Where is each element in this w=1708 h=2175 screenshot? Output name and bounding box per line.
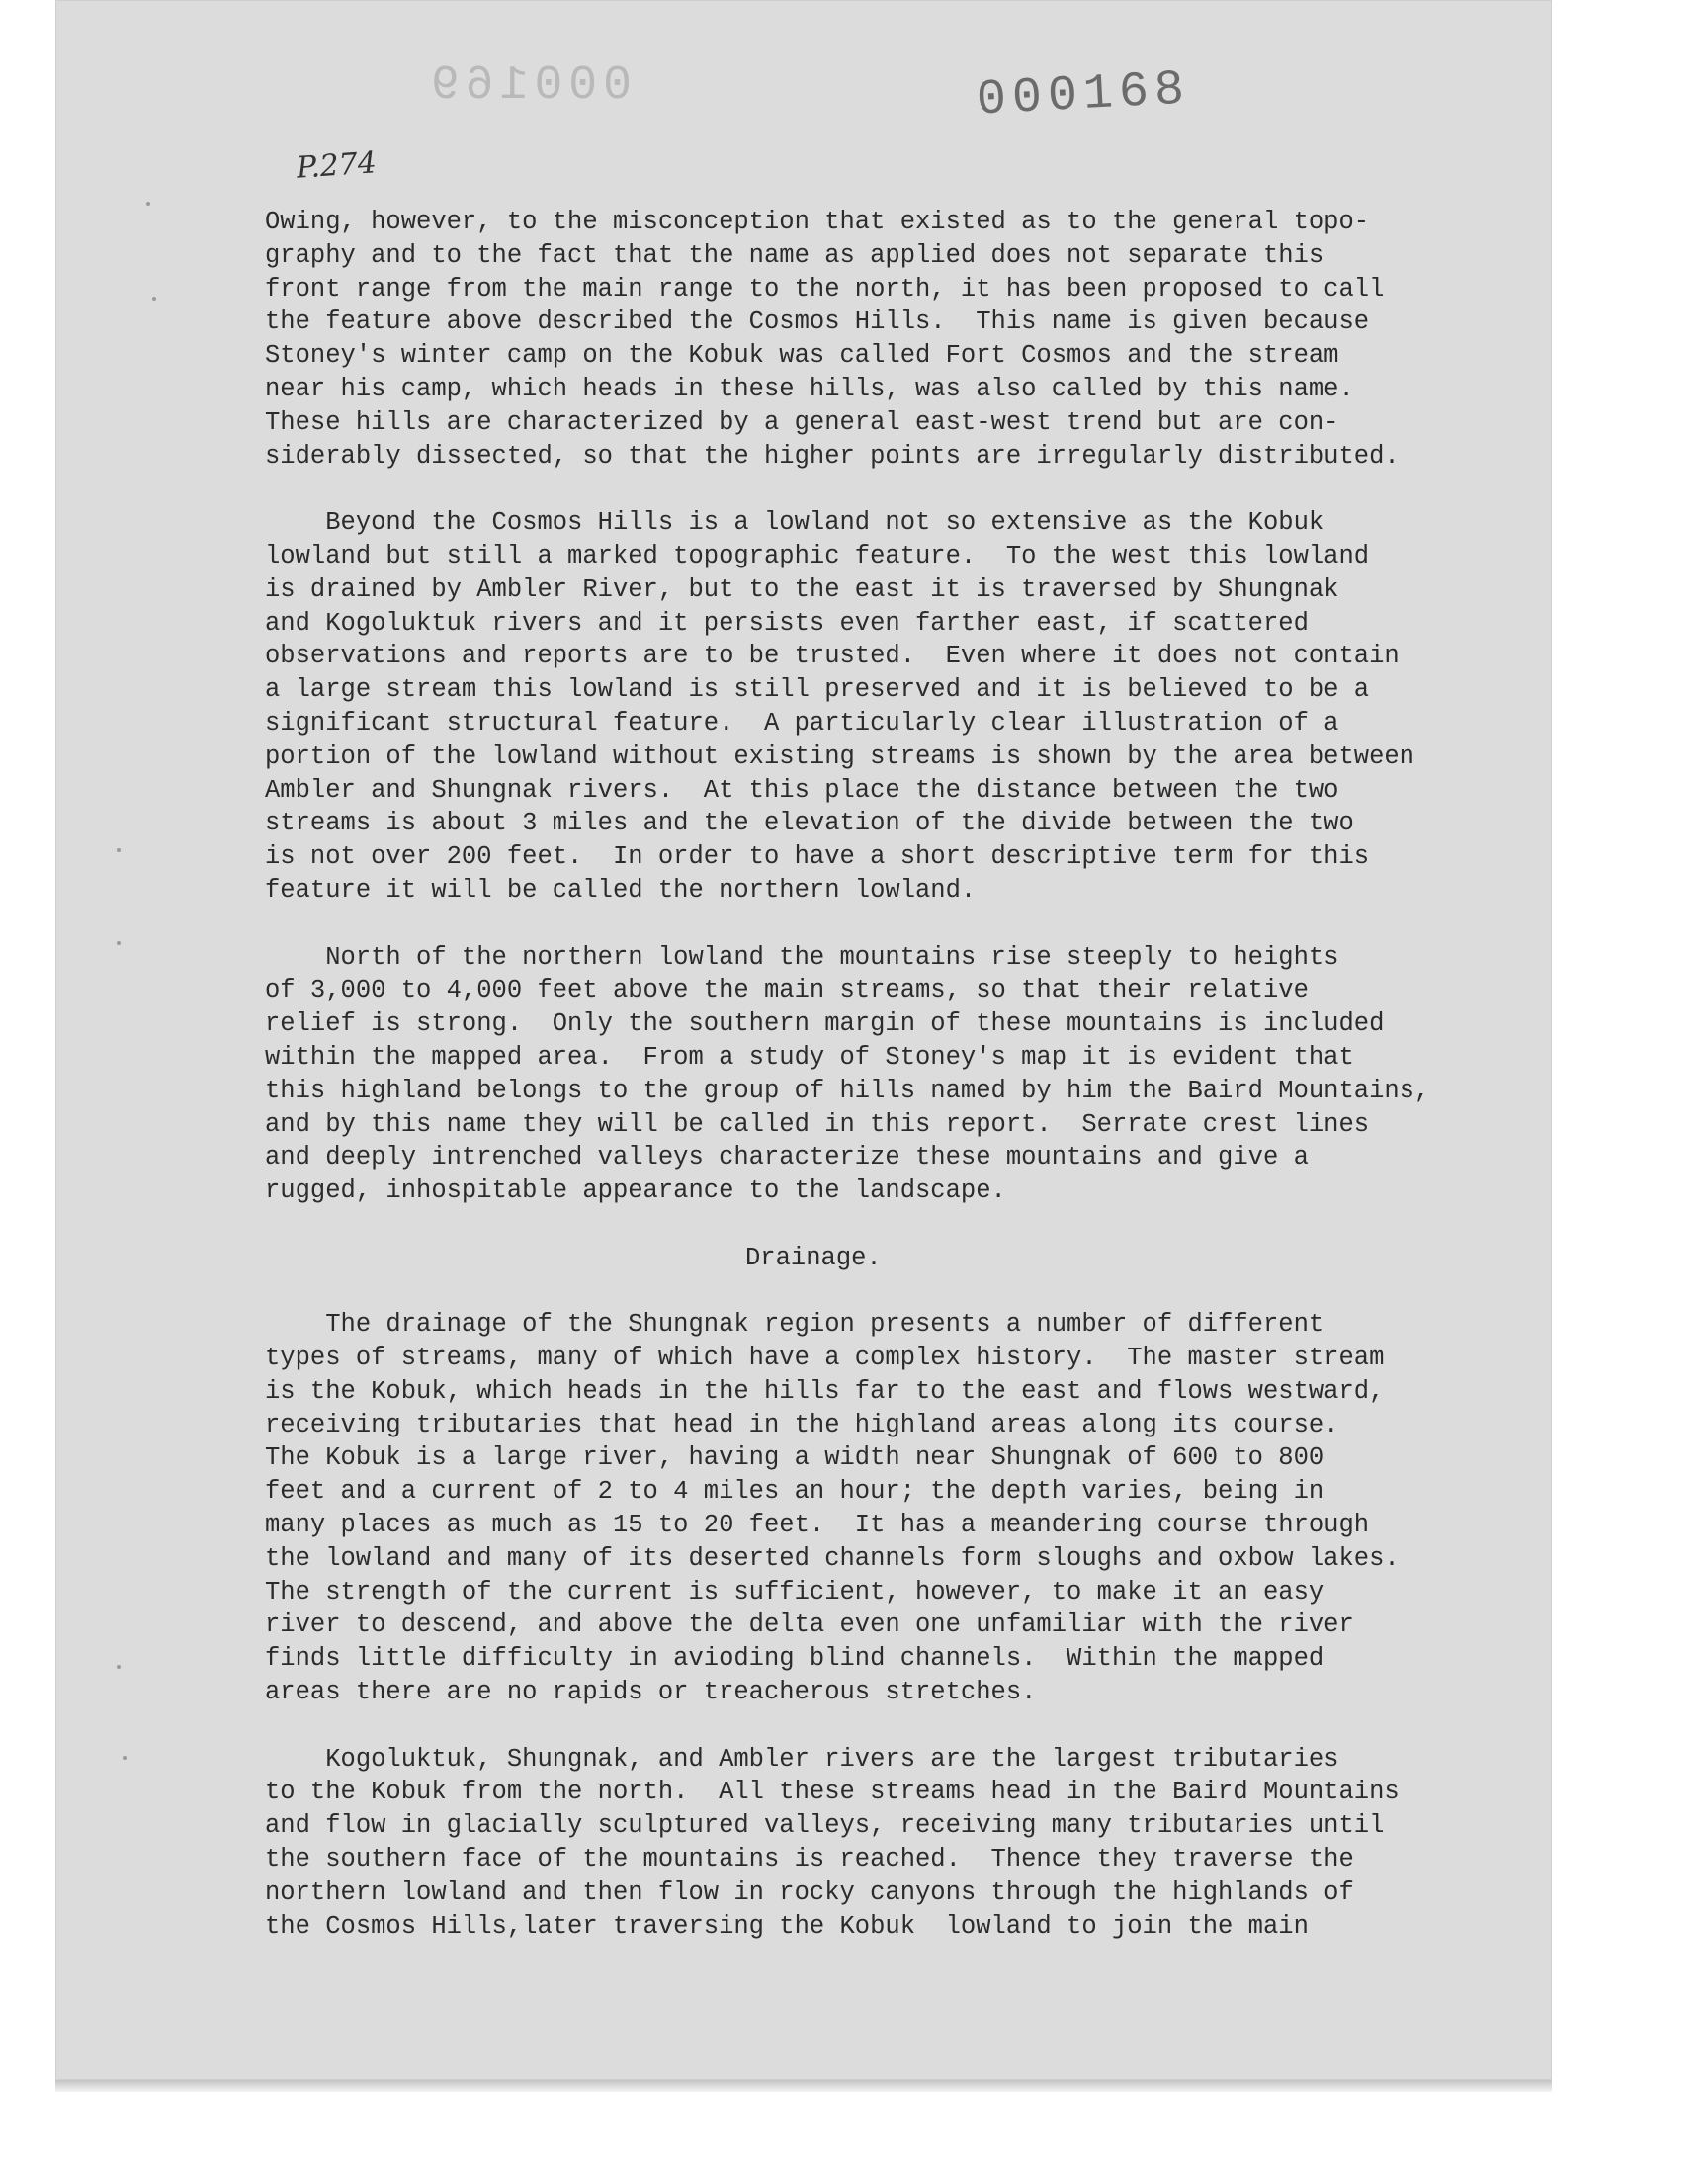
- text-line: the lowland and many of its deserted channels form sloughs and oxbow lakes.: [265, 1543, 1400, 1573]
- text-line: of 3,000 to 4,000 feet above the main streams, so that their relative: [265, 976, 1309, 1005]
- text-line: areas there are no rapids or treacherous stretches.: [265, 1678, 1037, 1707]
- text-line: is drained by Ambler River, but to the east it is traversed by Shungnak: [265, 574, 1339, 604]
- text-line: and deeply intrenched valleys characterize these mountains and give a: [265, 1143, 1309, 1173]
- text-line: portion of the lowland without existing streams is shown by the area between: [265, 741, 1414, 771]
- text-line: Kogoluktuk, Shungnak, and Ambler rivers are the largest tributaries: [265, 1744, 1339, 1774]
- page-edge-shadow: [55, 2080, 1552, 2092]
- text-line: The Kobuk is a large river, having a width near Shungnak of 600 to 800: [265, 1443, 1324, 1473]
- text-line: many places as much as 15 to 20 feet. It has a meandering course through: [265, 1511, 1370, 1540]
- paper-speck: [117, 1665, 121, 1669]
- text-line: and Kogoluktuk rivers and it persists even farther east, if scattered: [265, 608, 1309, 638]
- text-line: streams is about 3 miles and the elevation of the divide between the two: [265, 809, 1354, 838]
- text-line: finds little difficulty in avioding blind channels. Within the mapped: [265, 1644, 1324, 1674]
- text-line: rugged, inhospitable appearance to the landscape.: [265, 1176, 1006, 1206]
- text-line: Stoney's winter camp on the Kobuk was called Fort Cosmos and the stream: [265, 341, 1339, 371]
- bleed-through-stamp: 000169: [425, 59, 632, 113]
- text-line: and flow in glacially sculptured valleys, receiving many tributaries until: [265, 1811, 1385, 1841]
- text-line: Ambler and Shungnak rivers. At this place the distance between the two: [265, 775, 1339, 805]
- text-line: types of streams, many of which have a complex history. The master stream: [265, 1344, 1385, 1373]
- text-line: and by this name they will be called in this report. Serrate crest lines: [265, 1109, 1370, 1139]
- text-line: river to descend, and above the delta even one unfamiliar with the river: [265, 1610, 1354, 1640]
- handwritten-page-note: P.274: [295, 145, 379, 186]
- document-body: [265, 206, 1540, 1976]
- text-line: Beyond the Cosmos Hills is a lowland not so extensive as the Kobuk: [265, 508, 1324, 538]
- text-line: graphy and to the fact that the name as applied does not separate this: [265, 240, 1324, 270]
- text-line: feet and a current of 2 to 4 miles an hour; the depth varies, being in: [265, 1477, 1324, 1507]
- text-line: is the Kobuk, which heads in the hills far to the east and flows westward,: [265, 1376, 1385, 1406]
- text-line: relief is strong. Only the southern margin of these mountains is included: [265, 1009, 1385, 1039]
- text-line: feature it will be called the northern lowland.: [265, 875, 977, 905]
- text-line: North of the northern lowland the mountains rise steeply to heights: [265, 942, 1339, 972]
- paragraph-cosmos-hills: [265, 206, 1540, 473]
- page-number-stamp: 000168: [975, 61, 1192, 130]
- paragraph-northern-lowland: [265, 506, 1540, 908]
- text-line: the Cosmos Hills,later traversing the Kobuk lowland to join the main: [265, 1911, 1309, 1941]
- text-line: Owing, however, to the misconception that existed as to the general topo-: [265, 208, 1370, 236]
- paragraph-kobuk-river: [265, 1308, 1540, 1709]
- text-line: the feature above described the Cosmos Hills. This name is given because: [265, 307, 1370, 337]
- text-line: significant structural feature. A particularly clear illustration of a: [265, 708, 1339, 738]
- text-line: within the mapped area. From a study of Stoney's map it is evident that: [265, 1042, 1354, 1072]
- section-heading-drainage: Drainage.: [745, 1243, 882, 1272]
- paragraph-baird-mountains: [265, 941, 1540, 1208]
- text-line: front range from the main range to the north, it has been proposed to call: [265, 274, 1385, 304]
- paper-speck: [152, 297, 156, 301]
- text-line: receiving tributaries that head in the highland areas along its course.: [265, 1410, 1339, 1439]
- paper-speck: [117, 941, 121, 945]
- text-line: near his camp, which heads in these hills, was also called by this name.: [265, 374, 1354, 403]
- text-line: The drainage of the Shungnak region presents a number of different: [265, 1310, 1324, 1340]
- text-line: northern lowland and then flow in rocky canyons through the highlands of: [265, 1877, 1354, 1907]
- paper-speck: [123, 1756, 127, 1760]
- text-line: observations and reports are to be trusted. Even where it does not contain: [265, 642, 1400, 671]
- text-line: the southern face of the mountains is reached. Thence they traverse the: [265, 1845, 1354, 1874]
- paper-speck: [146, 202, 150, 206]
- text-line: is not over 200 feet. In order to have a short descriptive term for this: [265, 842, 1370, 872]
- text-line: a large stream this lowland is still preserved and it is believed to be a: [265, 675, 1370, 705]
- text-line: siderably dissected, so that the higher points are irregularly distributed.: [265, 441, 1400, 471]
- text-line: These hills are characterized by a general east-west trend but are con-: [265, 407, 1339, 437]
- paper-speck: [117, 848, 121, 852]
- text-line: lowland but still a marked topographic feature. To the west this lowland: [265, 541, 1370, 570]
- text-line: to the Kobuk from the north. All these streams head in the Baird Mountains: [265, 1778, 1400, 1807]
- text-line: this highland belongs to the group of hills named by him the Baird Mountains,: [265, 1076, 1430, 1105]
- paragraph-tributaries: [265, 1743, 1540, 1944]
- text-line: The strength of the current is sufficient, however, to make it an easy: [265, 1577, 1324, 1607]
